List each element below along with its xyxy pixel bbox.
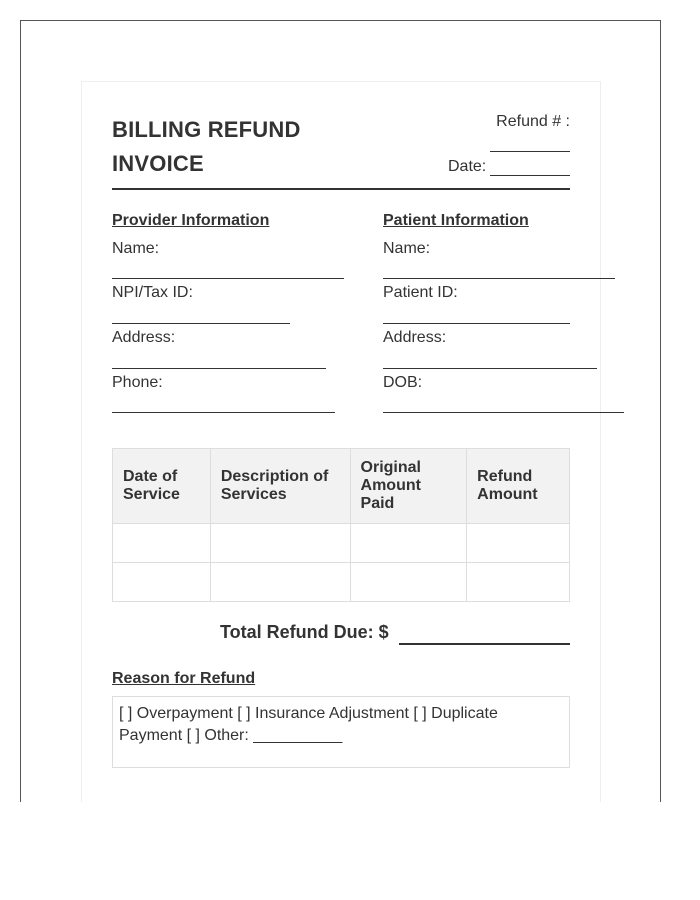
provider-npi-label: NPI/Tax ID: (112, 284, 193, 301)
refund-number-field[interactable] (490, 151, 570, 152)
header-description (210, 449, 350, 524)
table-cell[interactable] (467, 563, 570, 602)
invoice-title (112, 113, 372, 181)
header-divider (112, 188, 570, 190)
table-cell[interactable] (113, 563, 211, 602)
patient-dob-field[interactable] (383, 412, 624, 413)
table-cell[interactable] (350, 524, 467, 563)
provider-npi-field[interactable] (112, 323, 290, 324)
date-label: Date: (448, 158, 487, 175)
table-cell[interactable] (467, 524, 570, 563)
reason-box[interactable] (112, 696, 570, 768)
title-line-1: BILLING REFUND (112, 117, 301, 142)
provider-address-label: Address: (112, 329, 176, 346)
table-cell[interactable] (350, 563, 467, 602)
patient-name-field[interactable] (383, 278, 615, 279)
services-table (112, 448, 570, 602)
table-header-row (113, 449, 570, 524)
header-refund-amount (467, 449, 570, 524)
header-text: Paid (360, 495, 395, 512)
header-original-amount (350, 449, 467, 524)
header-text: Service (123, 486, 180, 503)
refund-number-label: Refund # : (496, 113, 570, 130)
provider-name-label: Name: (112, 240, 160, 257)
header-text: Description of (220, 468, 329, 485)
reason-heading: Reason for Refund (112, 670, 256, 687)
table-cell[interactable] (113, 524, 211, 563)
patient-id-field[interactable] (383, 323, 570, 324)
table-cell[interactable] (210, 524, 350, 563)
date-field[interactable] (490, 175, 570, 176)
header-date-of-service (113, 449, 211, 524)
header-text: Refund (477, 468, 533, 485)
header-text: Original (360, 459, 421, 476)
provider-address-field[interactable] (112, 368, 326, 369)
provider-phone-field[interactable] (112, 412, 335, 413)
header-text: Amount (477, 486, 538, 503)
title-line-2: INVOICE (112, 151, 204, 176)
patient-address-field[interactable] (383, 368, 597, 369)
provider-phone-label: Phone: (112, 374, 163, 391)
header-text: Amount (360, 477, 421, 494)
table-row (113, 524, 570, 563)
table-cell[interactable] (210, 563, 350, 602)
total-refund-field[interactable] (399, 643, 570, 645)
patient-address-label: Address: (383, 329, 447, 346)
patient-name-label: Name: (383, 240, 431, 257)
patient-dob-label: DOB: (383, 374, 423, 391)
provider-name-field[interactable] (112, 278, 344, 279)
header-text: Services (220, 486, 287, 503)
patient-id-label: Patient ID: (383, 284, 458, 301)
patient-heading: Patient Information (383, 212, 529, 229)
header-text: Date of (123, 468, 178, 485)
reason-options-text: [ ] Overpayment [ ] Insurance Adjustment [ ] Duplicate Payment [ ] Other: __________ (119, 705, 498, 744)
table-row (113, 563, 570, 602)
total-refund-label: Total Refund Due: $ (220, 622, 389, 642)
provider-heading: Provider Information (112, 212, 270, 229)
